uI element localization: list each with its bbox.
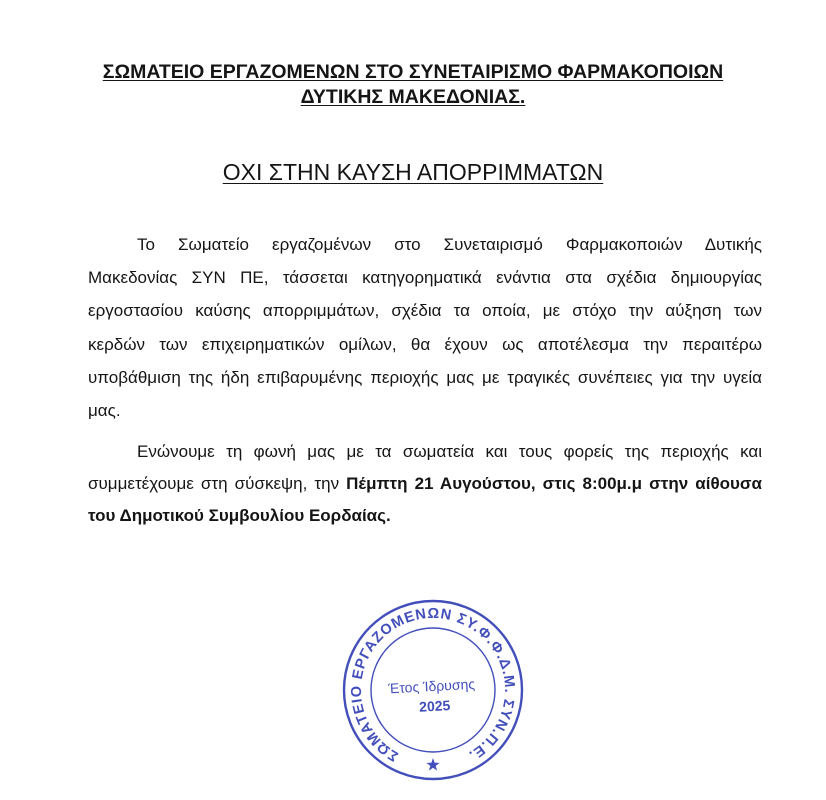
paragraph-1-line-1: Το Σωματείο εργαζομένων στο Συνεταιρισμό Φαρμακοποιών Δυτικής <box>137 235 762 254</box>
paragraph-2-line-2-regular: συμμετέχουμε στη σύσκεψη, την <box>88 474 347 494</box>
star-icon <box>426 758 439 771</box>
union-stamp <box>330 592 536 796</box>
paragraph-2 <box>88 436 762 533</box>
paragraph-2-line-1: Ενώνουμε τη φωνή μας με τα σωματεία και τους φορείς της περιοχής και <box>137 442 762 461</box>
paragraph-1-line-6: μας. <box>88 401 121 421</box>
paragraph-1-line-4: κερδών των επιχειρηματικών ομίλων, θα έχουν ως αποτέλεσμα την περαιτέρω <box>88 334 762 354</box>
paragraph-2-line-3 <box>88 500 762 532</box>
paragraph-2-line-2 <box>88 468 762 500</box>
paragraph-1-line-3: εργοστασίου καύσης απορριμμάτων, σχέδια τα οποία, με στόχο την αύξηση των <box>88 301 762 321</box>
stamp-ring-text-path: ΣΩΜΑΤΕΙΟ ΕΡΓΑΖΟΜΕΝΩΝ ΣΥ.Φ.Φ.Δ.Μ. ΣΥΝ.Π.Ε. <box>348 605 518 764</box>
document-header <box>0 60 826 110</box>
header-line-2: ΔΥΤΙΚΗΣ ΜΑΚΕΔΟΝΙΑΣ. <box>300 86 526 108</box>
document-title: ΟΧΙ ΣΤΗΝ ΚΑΥΣΗ ΑΠΟΡΡΙΜΜΑΤΩΝ <box>222 159 604 185</box>
meeting-venue-bold: του Δημοτικού Συμβουλίου Εορδαίας. <box>88 506 391 526</box>
stamp-founding-label: Έτος Ίδρυσης <box>387 675 476 697</box>
header-line-1: ΣΩΜΑΤΕΙΟ ΕΡΓΑΖΟΜΕΝΩΝ ΣΤΟ ΣΥΝΕΤΑΙΡΙΣΜΟ ΦΑΡΜΑΚΟΠΟΙΩΝ <box>102 61 724 83</box>
meeting-date-time-bold: Πέμπτη 21 Αυγούστου, στις 8:00μ.μ στην αίθουσα <box>346 474 762 494</box>
paragraph-1-line-2: Μακεδονίας ΣΥΝ ΠΕ, τάσσεται κατηγορηματικά ενάντια στα σχέδια δημιουργίας <box>88 268 762 288</box>
stamp-founding-year: 2025 <box>418 697 451 715</box>
paragraph-1-line-5: υποβάθμιση της ήδη επιβαρυμένης περιοχής μας με τραγικές συνέπειες για την υγεία <box>88 367 762 387</box>
paragraph-1 <box>88 228 762 427</box>
